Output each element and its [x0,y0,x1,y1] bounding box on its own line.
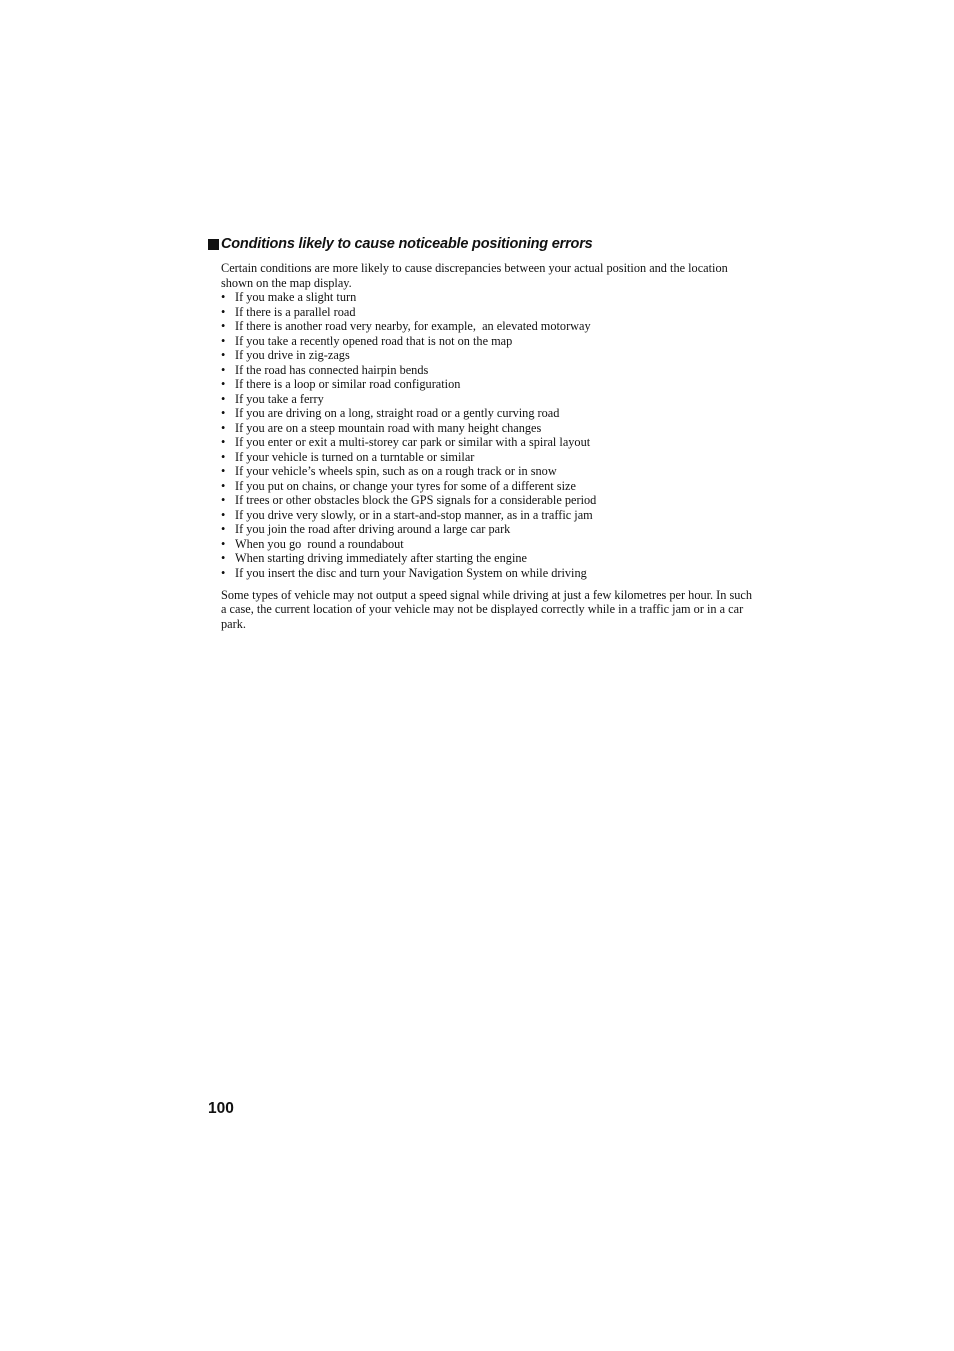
section-body [221,261,756,631]
list-item: • If you put on chains, or change your tyres for some of a different size [221,479,756,494]
section-heading-text: Conditions likely to cause noticeable positioning errors [221,236,593,252]
list-item: • If you take a recently opened road that is not on the map [221,334,756,349]
list-item: • If there is a loop or similar road configuration [221,377,756,392]
list-item: • If you enter or exit a multi-storey car park or similar with a spiral layout [221,435,756,450]
list-item: • If the road has connected hairpin bends [221,363,756,378]
list-item: • If your vehicle is turned on a turntable or similar [221,450,756,465]
list-item: • If there is another road very nearby, for example, an elevated motorway [221,319,756,334]
list-item: • If you insert the disc and turn your Navigation System on while driving [221,566,756,581]
list-item: • If you drive very slowly, or in a start-and-stop manner, as in a traffic jam [221,508,756,523]
section-heading [208,236,593,252]
list-item: • When you go round a roundabout [221,537,756,552]
list-item: • If you make a slight turn [221,290,756,305]
list-item: • If you take a ferry [221,392,756,407]
page-number: 100 [208,1100,234,1117]
list-item: • If you are on a steep mountain road with many height changes [221,421,756,436]
list-item: • When starting driving immediately after starting the engine [221,551,756,566]
list-item: • If trees or other obstacles block the GPS signals for a considerable period [221,493,756,508]
list-item: • If your vehicle’s wheels spin, such as on a rough track or in snow [221,464,756,479]
list-item: • If you join the road after driving around a large car park [221,522,756,537]
black-square-icon [208,239,219,250]
list-item: • If there is a parallel road [221,305,756,320]
note-paragraph: Some types of vehicle may not output a speed signal while driving at just a few kilometres per hour. In such a case, the current location of your vehicle may not be displayed correctly while in a traffic jam or in a car park. [221,587,753,631]
intro-paragraph: Certain conditions are more likely to cause discrepancies between your actual position and the location shown on the map display. [221,261,728,290]
list-item: • If you are driving on a long, straight road or a gently curving road [221,406,756,421]
list-item: • If you drive in zig-zags [221,348,756,363]
conditions-list [221,290,756,580]
